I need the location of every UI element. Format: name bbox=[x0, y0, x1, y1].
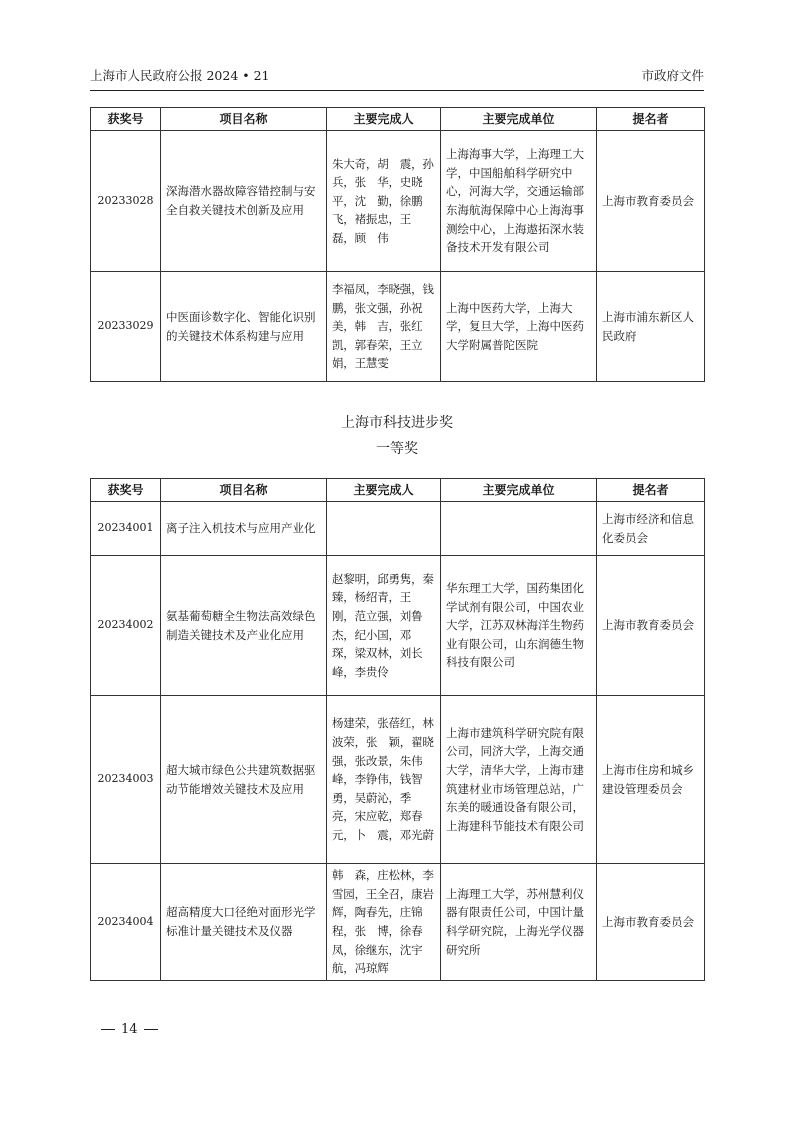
project-name: 氨基葡萄糖全生物法高效绿色制造关键技术及产业化应用 bbox=[161, 556, 327, 696]
col-award-id: 获奖号 bbox=[91, 108, 161, 131]
main-units: 华东理工大学，国药集团化学试剂有限公司，中国农业大学，江苏双林海洋生物药业有限公司，山东润德生物科技有限公司 bbox=[441, 556, 597, 696]
main-people bbox=[327, 502, 441, 556]
award-id: 20234002 bbox=[91, 556, 161, 696]
main-people: 李福凤，李晓强，钱 鹏，张文强，孙祝美，韩 吉，张红凯，郭春荣，王立娟，王慧雯 bbox=[327, 272, 441, 382]
award-id: 20233028 bbox=[91, 131, 161, 272]
main-people: 杨建荣，张蓓红，林波荣，张 颖，翟晓强，张改景，朱伟峰，李铮伟，钱智勇，吴蔚沁，季 亮，宋应乾，郑春元，卜 震，邓光蔚 bbox=[327, 696, 441, 864]
main-units bbox=[441, 502, 597, 556]
main-people: 赵黎明，邱勇隽，秦 臻，杨绍青，王 刚，范立强，刘鲁杰，纪小国，邓 琛，梁双林，刘长峰，李贵伶 bbox=[327, 556, 441, 696]
award-table-2 bbox=[90, 478, 705, 981]
col-people: 主要完成人 bbox=[327, 479, 441, 502]
page-footer bbox=[95, 1022, 164, 1037]
main-units: 上海海事大学，上海理工大学，中国船舶科学研究中心，河海大学，交通运输部东海航海保障中心上海海事测绘中心，上海遨拓深水装备技术开发有限公司 bbox=[441, 131, 597, 272]
award-id: 20233029 bbox=[91, 272, 161, 382]
award-id: 20234003 bbox=[91, 696, 161, 864]
section-subtitle: 一等奖 bbox=[376, 441, 418, 457]
page-header bbox=[90, 66, 704, 88]
nominator: 上海市教育委员会 bbox=[597, 864, 705, 981]
main-people: 韩 森，庄松林，李雪园，王全召，康岩辉，陶春先，庄锦程，张 博，徐春凤，徐继东，沈宇航，冯琼辉 bbox=[327, 864, 441, 981]
nominator: 上海市教育委员会 bbox=[597, 556, 705, 696]
col-people: 主要完成人 bbox=[327, 108, 441, 131]
table-row bbox=[91, 131, 705, 272]
table-row bbox=[91, 864, 705, 981]
nominator: 上海市住房和城乡建设管理委员会 bbox=[597, 696, 705, 864]
section-title: 上海市科技进步奖 bbox=[341, 415, 453, 431]
publication-title: 上海市人民政府公报 2024 • 21 bbox=[90, 68, 270, 83]
project-name: 超高精度大口径绝对面形光学标准计量关键技术及仪器 bbox=[161, 864, 327, 981]
nominator: 上海市教育委员会 bbox=[597, 131, 705, 272]
footer-dash-left bbox=[101, 1029, 115, 1030]
nominator: 上海市经济和信息化委员会 bbox=[597, 502, 705, 556]
table-header-row bbox=[91, 108, 705, 131]
award-id: 20234004 bbox=[91, 864, 161, 981]
col-units: 主要完成单位 bbox=[441, 108, 597, 131]
header-rule bbox=[90, 90, 704, 91]
main-people: 朱大奇，胡 震，孙 兵，张 华，史晓平，沈 勤，徐鹏飞，褚振忠，王 磊，顾 伟 bbox=[327, 131, 441, 272]
table-row bbox=[91, 272, 705, 382]
page-number: 14 bbox=[121, 1022, 138, 1037]
project-name: 中医面诊数字化、智能化识别的关键技术体系构建与应用 bbox=[161, 272, 327, 382]
project-name: 离子注入机技术与应用产业化 bbox=[161, 502, 327, 556]
col-project: 项目名称 bbox=[161, 479, 327, 502]
table-row bbox=[91, 502, 705, 556]
main-units: 上海市建筑科学研究院有限公司，同济大学，上海交通大学，清华大学，上海市建筑建材业市场管理总站，广东美的暖通设备有限公司，上海建科节能技术有限公司 bbox=[441, 696, 597, 864]
award-id: 20234001 bbox=[91, 502, 161, 556]
table-header-row bbox=[91, 479, 705, 502]
project-name: 深海潜水器故障容错控制与安全自救关键技术创新及应用 bbox=[161, 131, 327, 272]
nominator: 上海市浦东新区人民政府 bbox=[597, 272, 705, 382]
main-units: 上海中医药大学，上海大学，复旦大学，上海中医药大学附属普陀医院 bbox=[441, 272, 597, 382]
col-project: 项目名称 bbox=[161, 108, 327, 131]
col-award-id: 获奖号 bbox=[91, 479, 161, 502]
footer-dash-right bbox=[144, 1029, 158, 1030]
table-row bbox=[91, 556, 705, 696]
section-label: 市政府文件 bbox=[641, 68, 704, 83]
award-table-1 bbox=[90, 107, 705, 382]
main-units: 上海理工大学，苏州慧利仪器有限责任公司，中国计量科学研究院，上海光学仪器研究所 bbox=[441, 864, 597, 981]
table-row bbox=[91, 696, 705, 864]
col-nominator: 提名者 bbox=[597, 479, 705, 502]
project-name: 超大城市绿色公共建筑数据驱动节能增效关键技术及应用 bbox=[161, 696, 327, 864]
col-nominator: 提名者 bbox=[597, 108, 705, 131]
col-units: 主要完成单位 bbox=[441, 479, 597, 502]
